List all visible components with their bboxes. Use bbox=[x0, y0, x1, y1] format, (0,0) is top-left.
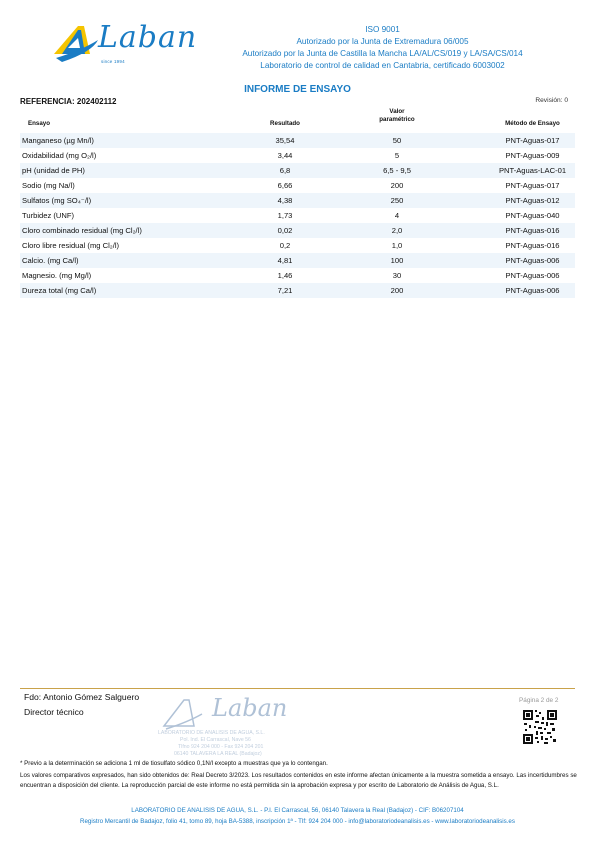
cell-metodo: PNT-Aguas-017 bbox=[505, 136, 560, 145]
cell-metodo: PNT-Aguas-016 bbox=[505, 226, 560, 235]
cell-resultado: 4,81 bbox=[277, 256, 293, 265]
report-revision: Revisión: 0 bbox=[535, 97, 568, 104]
header-auth-castilla: Autorizado por la Junta de Castilla la Mancha LA/AL/CS/019 y LA/SA/CS/014 bbox=[242, 49, 523, 58]
cell-resultado: 1,46 bbox=[277, 271, 293, 280]
results-table bbox=[20, 133, 575, 298]
table-row bbox=[20, 178, 575, 193]
table-header bbox=[20, 108, 575, 130]
column-header-ensayo: Ensayo bbox=[28, 120, 51, 127]
cell-metodo: PNT-Aguas-006 bbox=[505, 286, 560, 295]
cell-ensayo: Dureza total (mg Ca/l) bbox=[22, 286, 97, 295]
cell-resultado: 4,38 bbox=[277, 196, 293, 205]
report-reference: REFERENCIA: 202402112 bbox=[20, 97, 117, 106]
report-title: INFORME DE ENSAYO bbox=[244, 84, 351, 95]
cell-ensayo: Calcio. (mg Ca/l) bbox=[22, 256, 79, 265]
cell-valor: 5 bbox=[394, 151, 400, 160]
table-row bbox=[20, 208, 575, 223]
cell-metodo: PNT-Aguas-040 bbox=[505, 211, 560, 220]
cell-valor: 50 bbox=[392, 136, 402, 145]
stamp-line: LABORATORIO DE ANALISIS DE AGUA, S.L. bbox=[158, 730, 265, 736]
cell-resultado: 35,54 bbox=[275, 136, 295, 145]
table-row bbox=[20, 148, 575, 163]
cell-metodo: PNT-Aguas-009 bbox=[505, 151, 560, 160]
signature-role: Director técnico bbox=[24, 707, 84, 717]
cell-resultado: 6,8 bbox=[279, 166, 291, 175]
cell-valor: 30 bbox=[392, 271, 402, 280]
cell-ensayo: Oxidabilidad (mg O₂/l) bbox=[22, 151, 97, 160]
cell-ensayo: Manganeso (µg Mn/l) bbox=[22, 136, 94, 145]
cell-ensayo: Sodio (mg Na/l) bbox=[22, 181, 75, 190]
cell-valor: 2,0 bbox=[391, 226, 403, 235]
column-header-resultado: Resultado bbox=[270, 120, 300, 127]
cell-ensayo: Cloro combinado residual (mg Cl₂/l) bbox=[22, 226, 142, 235]
cell-resultado: 7,21 bbox=[277, 286, 293, 295]
cell-resultado: 1,73 bbox=[277, 211, 293, 220]
cell-metodo: PNT-Aguas-012 bbox=[505, 196, 560, 205]
cell-valor: 200 bbox=[390, 286, 404, 295]
cell-metodo: PNT-Aguas-LAC-01 bbox=[498, 166, 567, 175]
table-row bbox=[20, 253, 575, 268]
cell-ensayo: Sulfatos (mg SO₄⁻/l) bbox=[22, 196, 92, 205]
column-header-valor-line2: paramétrico bbox=[379, 116, 415, 123]
note-tiosulfato: * Previo a la determinación se adiciona 1 ml de tiosulfato sódico 0,1N/l excepto a muestras que ya lo contengan. bbox=[20, 760, 328, 767]
header-iso: ISO 9001 bbox=[365, 25, 400, 34]
header-auth-extremadura: Autorizado por la Junta de Extremadura 06/005 bbox=[296, 37, 469, 46]
stamp-line: 06140 TALAVERA LA REAL (Badajoz) bbox=[174, 751, 262, 757]
note-legal: Los valores comparativos expresados, han sido obtenidos de: Real Decreto 3/2023. Los resultados contenidos en este informe afectan únicamente a la muestra sometida a ensayo. Las incertidumbres se encuentran a disposición del cliente. La reproducción parcial de este informe no está permitida sin la aprobación expresa y por escrito de Laboratorio de Análisis de Agua, S.L. bbox=[20, 772, 577, 789]
table-row bbox=[20, 268, 575, 283]
logo-wordmark: Laban bbox=[98, 20, 198, 55]
header-cantabria: Laboratorio de control de calidad en Cantabria, certificado 6003002 bbox=[260, 61, 505, 70]
stamp-line: Pol. Ind. El Carrascal, Nave 56 bbox=[180, 737, 251, 743]
table-row bbox=[20, 193, 575, 208]
cell-valor: 250 bbox=[390, 196, 404, 205]
qr-code bbox=[522, 709, 558, 745]
stamp-line: Tlfno 924 204 000 - Fax 924 204 201 bbox=[178, 744, 264, 750]
column-header-valor-line1: Valor bbox=[389, 108, 405, 115]
footer-registry: Registro Mercantil de Badajoz, folio 41, tomo 89, hoja BA-5388, inscripción 1ª - Tlf: 924 204 000 - info@laboratoriodeanalisis.es - www.laboratoriodeanalisis.es bbox=[80, 818, 515, 825]
table-row bbox=[20, 163, 575, 178]
signature-name: Fdo: Antonio Gómez Salguero bbox=[24, 692, 140, 702]
laboratory-stamp bbox=[150, 690, 340, 765]
cell-resultado: 0,2 bbox=[279, 241, 291, 250]
cell-ensayo: Turbidez (UNF) bbox=[22, 211, 75, 220]
cell-metodo: PNT-Aguas-017 bbox=[505, 181, 560, 190]
cell-metodo: PNT-Aguas-006 bbox=[505, 256, 560, 265]
cell-metodo: PNT-Aguas-016 bbox=[505, 241, 560, 250]
cell-ensayo: Magnesio. (mg Mg/l) bbox=[22, 271, 92, 280]
cell-resultado: 6,66 bbox=[277, 181, 293, 190]
table-row bbox=[20, 283, 575, 298]
cell-valor: 4 bbox=[394, 211, 400, 220]
table-row bbox=[20, 238, 575, 253]
cell-resultado: 0,02 bbox=[277, 226, 293, 235]
cell-valor: 6,5 - 9,5 bbox=[383, 166, 411, 175]
footer-company: LABORATORIO DE ANALISIS DE AGUA, S.L. - P.I. El Carrascal, 56, 06140 Talavera la Real (Badajoz) - CIF: B06207104 bbox=[131, 807, 464, 814]
cell-resultado: 3,44 bbox=[277, 151, 293, 160]
cell-metodo: PNT-Aguas-006 bbox=[505, 271, 560, 280]
cell-valor: 1,0 bbox=[391, 241, 403, 250]
column-header-metodo: Método de Ensayo bbox=[505, 120, 560, 127]
cell-ensayo: Cloro libre residual (mg Cl₂/l) bbox=[22, 241, 120, 250]
logo-since-text: since 1994 bbox=[101, 59, 125, 64]
table-row bbox=[20, 223, 575, 238]
table-row bbox=[20, 133, 575, 148]
footer-separator bbox=[20, 688, 575, 689]
column-header-valor bbox=[367, 108, 427, 124]
cell-valor: 200 bbox=[390, 181, 404, 190]
cell-valor: 100 bbox=[390, 256, 404, 265]
stamp-brand: Laban bbox=[212, 694, 288, 722]
page-number: Página 2 de 2 bbox=[519, 697, 559, 704]
cell-ensayo: pH (unidad de PH) bbox=[22, 166, 85, 175]
